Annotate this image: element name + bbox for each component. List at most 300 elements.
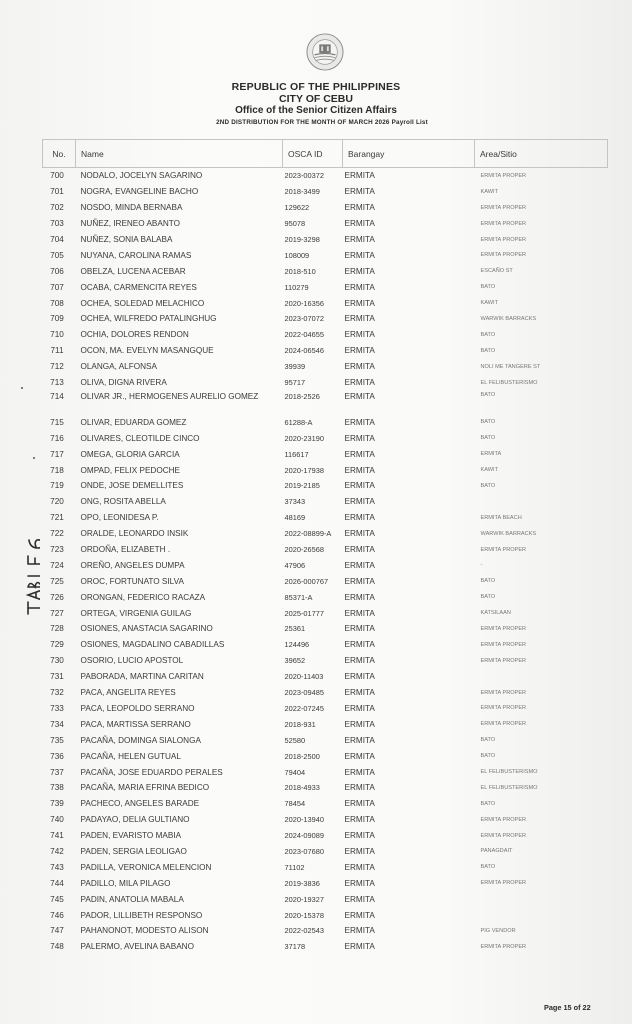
row-name: OMEGA, GLORIA GARCIA <box>80 449 180 459</box>
row-number: 732 <box>50 688 64 698</box>
row-name: PABORADA, MARTINA CARITAN <box>80 672 204 682</box>
row-barangay: ERMITA <box>344 314 375 324</box>
row-osca-id: 2026-000767 <box>284 576 329 586</box>
table-row <box>43 327 608 343</box>
row-area-sitio: BATO <box>480 578 496 585</box>
row-number: 723 <box>50 545 64 555</box>
row-barangay: ERMITA <box>344 799 375 809</box>
row-number: 702 <box>50 203 64 213</box>
row-name: PADOR, LILLIBETH RESPONSO <box>80 910 203 920</box>
scan-speck <box>33 457 35 459</box>
row-osca-id: 25361 <box>284 624 306 634</box>
row-number: 730 <box>50 656 64 666</box>
row-area-sitio: KAWIT <box>480 300 499 307</box>
row-area-sitio: ERMITA PROPER <box>480 705 527 712</box>
row-barangay: ERMITA <box>344 894 375 904</box>
row-number: 735 <box>50 735 64 745</box>
row-barangay: ERMITA <box>344 250 375 260</box>
row-osca-id: 61288-A <box>284 417 313 427</box>
row-name: OSIONES, ANASTACIA SAGARINO <box>80 624 213 634</box>
table-row <box>43 247 608 263</box>
row-osca-id: 2020-17938 <box>284 465 324 475</box>
header-republic: REPUBLIC OF THE PHILIPPINES <box>231 81 401 93</box>
row-number: 708 <box>50 298 64 308</box>
row-name: PALERMO, AVELINA BABANO <box>80 942 194 952</box>
table-row <box>43 875 608 891</box>
row-number: 706 <box>50 266 64 276</box>
row-number: 714 <box>50 392 64 402</box>
table-row <box>43 637 608 653</box>
row-area-sitio: PIG VENDOR <box>480 927 516 934</box>
row-number: 746 <box>50 910 64 920</box>
row-number: 727 <box>50 608 64 618</box>
table-row <box>43 748 608 764</box>
row-number: 716 <box>50 433 64 443</box>
row-barangay: ERMITA <box>344 942 375 952</box>
table-row <box>43 478 608 494</box>
row-osca-id: 85371-A <box>284 592 313 602</box>
row-number: 728 <box>50 624 64 634</box>
row-osca-id: 2020-19327 <box>284 894 324 904</box>
table-row <box>43 263 608 279</box>
row-barangay: ERMITA <box>344 219 375 229</box>
row-area-sitio: BATO <box>480 419 496 426</box>
row-name: NUYANA, CAROLINA RAMAS <box>80 250 192 260</box>
row-barangay: ERMITA <box>344 735 375 745</box>
row-osca-id: 2022-07245 <box>284 703 324 713</box>
row-osca-id: 2018-4933 <box>284 783 320 793</box>
row-area-sitio: BATO <box>480 284 496 291</box>
row-area-sitio: ERMITA PROPER <box>480 641 527 648</box>
column-header-barangay: Barangay <box>343 140 475 168</box>
table-row <box>43 279 608 295</box>
row-area-sitio <box>475 907 608 923</box>
row-name: ORDOÑA, ELIZABETH . <box>80 545 171 555</box>
table-row <box>43 446 608 462</box>
row-name: PACAÑA, DOMINGA SIALONGA <box>80 735 201 745</box>
row-osca-id: 108009 <box>284 250 310 260</box>
row-name: NODALO, JOCELYN SAGARINO <box>80 171 203 181</box>
row-number: 701 <box>50 187 64 197</box>
table-row <box>43 375 608 391</box>
row-osca-id: 2018-3499 <box>284 187 320 197</box>
row-area-sitio: KAWIT <box>480 188 499 195</box>
row-name: PACAÑA, HELEN GUTUAL <box>80 751 181 761</box>
row-area-sitio: KAWIT <box>480 467 499 474</box>
row-name: PADILLO, MILA PILAGO <box>80 878 171 888</box>
table-row <box>43 701 608 717</box>
table-row <box>43 216 608 232</box>
row-name: OCABA, CARMENCITA REYES <box>80 282 197 292</box>
row-osca-id: 2023-00372 <box>284 171 324 181</box>
row-barangay: ERMITA <box>344 330 375 340</box>
row-osca-id: 48169 <box>284 513 306 523</box>
row-area-sitio <box>475 669 608 685</box>
row-number: 738 <box>50 783 64 793</box>
row-barangay: ERMITA <box>344 235 375 244</box>
row-area-sitio <box>475 891 608 907</box>
table-row <box>43 685 608 701</box>
row-barangay: ERMITA <box>344 417 375 427</box>
row-name: OLIVARES, CLEOTILDE CINCO <box>80 433 200 443</box>
row-area-sitio: ERMITA BEACH <box>480 514 522 521</box>
row-osca-id: 37343 <box>284 497 306 507</box>
row-barangay: ERMITA <box>344 878 375 888</box>
row-name: OREÑO, ANGELES DUMPA <box>80 560 185 570</box>
row-name: PADILLA, VERONICA MELENCION <box>80 862 212 872</box>
row-number: 713 <box>50 378 64 388</box>
row-number: 736 <box>50 751 64 761</box>
row-osca-id: 2025-01777 <box>284 608 324 618</box>
row-area-sitio: ERMITA PROPER <box>480 625 527 632</box>
row-area-sitio: EL FELIBUSTERISMO <box>480 784 538 791</box>
table-row <box>43 812 608 828</box>
row-barangay: ERMITA <box>344 545 375 555</box>
row-name: PADAYAO, DELIA GULTIANO <box>80 815 190 825</box>
row-osca-id: 2023-09485 <box>284 688 324 698</box>
row-name: PACHECO, ANGELES BARADE <box>80 799 200 809</box>
row-area-sitio: ERMITA PROPER <box>480 880 527 887</box>
row-number: 733 <box>50 703 64 713</box>
row-barangay: ERMITA <box>344 846 375 856</box>
row-area-sitio: EL FELIBUSTERISMO <box>480 379 538 386</box>
row-area-sitio: PANAGDAIT <box>480 848 513 855</box>
row-name: OCHEA, WILFREDO PATALINGHUG <box>80 314 217 324</box>
row-barangay: ERMITA <box>344 910 375 920</box>
table-row <box>43 359 608 375</box>
row-osca-id: 124496 <box>284 640 310 650</box>
row-osca-id: 129622 <box>284 203 310 213</box>
table-row <box>43 200 608 216</box>
row-name: OCHEA, SOLEDAD MELACHICO <box>80 298 205 308</box>
table-row <box>43 923 608 939</box>
table-row <box>43 939 608 955</box>
row-barangay: ERMITA <box>344 465 375 475</box>
row-osca-id: 2024-09089 <box>284 831 324 841</box>
row-area-sitio: KATSILAAN <box>480 610 511 617</box>
row-area-sitio: ERMITA PROPER <box>480 721 527 728</box>
row-area-sitio: ERMITA PROPER <box>480 657 527 664</box>
row-barangay: ERMITA <box>344 783 375 793</box>
row-barangay: ERMITA <box>344 688 375 698</box>
row-name: PACAÑA, MARIA EFRINA BEDICO <box>80 783 210 793</box>
row-osca-id: 2020-15378 <box>284 910 324 920</box>
row-area-sitio: NOLI ME TANGERE ST <box>480 363 541 370</box>
row-barangay: ERMITA <box>344 767 375 777</box>
handwritten-table-note <box>6 522 40 618</box>
table-row <box>43 430 608 446</box>
table-row <box>43 589 608 605</box>
row-barangay: ERMITA <box>344 529 375 539</box>
table-row <box>43 859 608 875</box>
row-area-sitio: EL FELIBUSTERISMO <box>480 769 538 775</box>
row-area-sitio: BATO <box>480 392 496 399</box>
row-number: 747 <box>50 926 64 936</box>
row-osca-id: 2020-16356 <box>284 298 324 308</box>
row-number: 704 <box>50 235 64 244</box>
table-row <box>43 414 608 430</box>
table-row <box>43 494 608 510</box>
row-name: ORTEGA, VIRGENIA GUILAG <box>80 608 192 618</box>
row-name: OSORIO, LUCIO APOSTOL <box>80 656 184 666</box>
row-area-sitio: ERMITA PROPER <box>480 172 527 179</box>
row-barangay: ERMITA <box>344 449 375 459</box>
row-osca-id: 2023-07072 <box>284 314 324 324</box>
row-area-sitio: ERMITA PROPER <box>480 220 527 227</box>
table-row <box>43 168 608 184</box>
row-area-sitio: WARWIK BARRACKS <box>480 315 537 322</box>
row-area-sitio: ERMITA PROPER <box>480 832 527 839</box>
row-name: NOSDO, MINDA BERNABA <box>80 203 183 213</box>
header-city: CITY OF CEBU <box>279 93 353 105</box>
row-area-sitio: BATO <box>480 864 496 871</box>
row-number: 734 <box>50 719 64 729</box>
table-row <box>43 526 608 542</box>
row-osca-id: 2018-2526 <box>284 392 320 402</box>
row-barangay: ERMITA <box>344 346 375 356</box>
row-osca-id: 37178 <box>284 942 306 952</box>
row-osca-id: 79404 <box>284 767 306 777</box>
row-name: PACA, LEOPOLDO SERRANO <box>80 703 195 713</box>
row-area-sitio: BATO <box>480 331 496 338</box>
row-number: 737 <box>50 767 64 777</box>
row-name: ORONGAN, FEDERICO RACAZA <box>80 592 206 602</box>
row-number: 720 <box>50 497 64 507</box>
table-row <box>43 780 608 796</box>
row-name: PACAÑA, JOSE EDUARDO PERALES <box>80 767 223 777</box>
table-row <box>43 184 608 200</box>
row-barangay: ERMITA <box>344 187 375 197</box>
row-osca-id: 2022-08899-A <box>284 529 332 539</box>
row-number: 712 <box>50 362 64 372</box>
row-number: 711 <box>50 346 64 356</box>
header-distribution-title: 2ND DISTRIBUTION FOR THE MONTH OF MARCH 2026 Payroll List <box>216 119 428 126</box>
row-number: 700 <box>50 171 64 181</box>
table-row <box>43 605 608 621</box>
row-area-sitio: ERMITA PROPER <box>480 816 527 823</box>
table-row <box>43 232 608 248</box>
row-barangay: ERMITA <box>344 392 375 402</box>
row-area-sitio: ERMITA PROPER <box>480 204 527 211</box>
row-barangay: ERMITA <box>344 815 375 825</box>
row-barangay: ERMITA <box>344 497 375 507</box>
row-osca-id: 47906 <box>284 560 306 570</box>
table-row <box>43 621 608 637</box>
row-name: PADEN, EVARISTO MABIA <box>80 831 182 841</box>
row-number: 721 <box>50 513 64 523</box>
column-header-no: No. <box>43 140 76 168</box>
table-row <box>43 732 608 748</box>
row-name: ONDE, JOSE DEMELLITES <box>80 481 184 491</box>
row-osca-id: 2020-26568 <box>284 545 324 555</box>
row-number: 722 <box>50 529 64 539</box>
row-area-sitio: WARWIK BARRACKS <box>480 530 537 537</box>
row-number: 739 <box>50 799 64 809</box>
row-area-sitio: ERMITA PROPER <box>480 546 527 553</box>
row-name: PADEN, SERGIA LEOLIGAO <box>80 846 187 856</box>
row-name: OCHIA, DOLORES RENDON <box>80 330 189 340</box>
table-row <box>43 907 608 923</box>
column-header-osca-id: OSCA ID <box>283 140 343 168</box>
row-barangay: ERMITA <box>344 266 375 276</box>
city-seal-icon <box>306 33 344 71</box>
row-barangay: ERMITA <box>344 656 375 666</box>
row-osca-id: 71102 <box>284 862 305 872</box>
row-barangay: ERMITA <box>344 608 375 618</box>
row-area-sitio: BATO <box>480 753 496 760</box>
row-barangay: ERMITA <box>344 926 375 936</box>
row-barangay: ERMITA <box>344 672 375 682</box>
row-osca-id: 2022-04655 <box>284 330 324 340</box>
row-name: PADIN, ANATOLIA MABALA <box>80 894 184 904</box>
row-name: OPO, LEONIDESA P. <box>80 513 159 523</box>
row-osca-id: 2020-11403 <box>284 672 324 682</box>
table-row <box>43 510 608 526</box>
row-number: 742 <box>50 846 64 856</box>
row-osca-id: 95078 <box>284 219 306 229</box>
table-header-row <box>43 140 608 168</box>
row-name: PACA, ANGELITA REYES <box>80 688 176 698</box>
row-barangay: ERMITA <box>344 719 375 729</box>
row-osca-id: 39939 <box>284 362 306 372</box>
row-number: 726 <box>50 592 64 602</box>
row-name: PAHANONOT, MODESTO ALISON <box>80 926 209 936</box>
row-number: 725 <box>50 576 64 586</box>
table-row <box>43 311 608 327</box>
row-name: OLIVAR, EDUARDA GOMEZ <box>80 417 187 427</box>
row-name: OLIVAR JR., HERMOGENES AURELIO GOMEZ <box>80 392 259 402</box>
row-osca-id: 2020-13940 <box>284 815 324 825</box>
scan-speck <box>21 387 23 389</box>
row-osca-id: 2019-3836 <box>284 878 320 888</box>
row-osca-id: 2020-23190 <box>284 433 324 443</box>
table-row <box>43 828 608 844</box>
row-name: ONG, ROSITA ABELLA <box>80 497 166 507</box>
header-office: Office of the Senior Citizen Affairs <box>235 105 397 116</box>
row-number: 703 <box>50 219 64 229</box>
row-osca-id: 2019-2185 <box>284 481 320 491</box>
row-number: 717 <box>50 449 64 459</box>
row-number: 719 <box>50 481 64 491</box>
row-area-sitio: ERMITA <box>480 451 502 458</box>
column-header-area-sitio: Area/Sitio <box>475 140 608 168</box>
table-row <box>43 462 608 478</box>
table-row <box>43 669 608 685</box>
row-barangay: ERMITA <box>344 378 375 388</box>
row-number: 745 <box>50 894 64 904</box>
table-row <box>43 764 608 780</box>
row-area-sitio <box>475 494 608 510</box>
row-area-sitio: BATO <box>480 435 496 442</box>
row-barangay: ERMITA <box>344 298 375 308</box>
row-name: OBELZA, LUCENA ACEBAR <box>80 266 186 276</box>
row-number: 740 <box>50 815 64 825</box>
row-area-sitio: ERMITA PROPER <box>480 689 527 696</box>
row-number: 748 <box>50 942 64 952</box>
table-row <box>43 390 608 414</box>
row-area-sitio: BATO <box>480 594 496 601</box>
row-barangay: ERMITA <box>344 433 375 443</box>
row-number: 731 <box>50 672 64 682</box>
row-name: OSIONES, MAGDALINO CABADILLAS <box>80 640 225 650</box>
row-osca-id: 2018-931 <box>284 719 316 729</box>
row-osca-id: 78454 <box>284 799 306 809</box>
row-barangay: ERMITA <box>344 703 375 713</box>
row-osca-id: 2024-06546 <box>284 346 324 356</box>
row-barangay: ERMITA <box>344 362 375 372</box>
table-row <box>43 557 608 573</box>
row-number: 707 <box>50 282 64 292</box>
row-name: OLANGA, ALFONSA <box>80 362 157 372</box>
row-number: 705 <box>50 250 64 260</box>
row-area-sitio: - <box>480 562 483 569</box>
row-barangay: ERMITA <box>344 640 375 650</box>
table-row <box>43 844 608 860</box>
table-row <box>43 343 608 359</box>
row-area-sitio: BATO <box>480 737 496 744</box>
row-osca-id: 52580 <box>284 735 306 745</box>
row-name: NUÑEZ, SONIA BALABA <box>80 235 173 244</box>
row-barangay: ERMITA <box>344 624 375 634</box>
row-osca-id: 110279 <box>284 282 309 292</box>
row-name: NUÑEZ, IRENEO ABANTO <box>80 219 180 229</box>
row-barangay: ERMITA <box>344 282 375 292</box>
table-row <box>43 295 608 311</box>
row-number: 743 <box>50 862 64 872</box>
row-barangay: ERMITA <box>344 751 375 761</box>
row-name: NOGRA, EVANGELINE BACHO <box>80 187 199 197</box>
row-name: ORALDE, LEONARDO INSIK <box>80 529 189 539</box>
row-area-sitio: BATO <box>480 482 496 489</box>
row-name: PACA, MARTISSA SERRANO <box>80 719 191 729</box>
row-osca-id: 39652 <box>284 656 306 666</box>
column-header-name: Name <box>76 140 283 168</box>
row-barangay: ERMITA <box>344 592 375 602</box>
row-barangay: ERMITA <box>344 171 375 181</box>
row-area-sitio: BATO <box>480 800 496 807</box>
table-row <box>43 542 608 558</box>
row-name: OROC, FORTUNATO SILVA <box>80 576 184 586</box>
row-osca-id: 95717 <box>284 378 306 388</box>
row-number: 710 <box>50 330 64 340</box>
row-osca-id: 2022-02543 <box>284 926 324 936</box>
row-barangay: ERMITA <box>344 862 375 872</box>
row-name: OCON, MA. EVELYN MASANGQUE <box>80 346 214 356</box>
row-area-sitio: ERMITA PROPER <box>480 252 527 259</box>
page-number: Page 15 of 22 <box>544 1003 591 1012</box>
table-row <box>43 653 608 669</box>
row-barangay: ERMITA <box>344 576 375 586</box>
row-barangay: ERMITA <box>344 560 375 570</box>
row-barangay: ERMITA <box>344 513 375 523</box>
row-barangay: ERMITA <box>344 481 375 491</box>
payroll-table <box>42 139 608 955</box>
row-barangay: ERMITA <box>344 203 375 213</box>
row-number: 724 <box>50 560 64 570</box>
row-area-sitio: ERMITA PROPER <box>480 943 527 950</box>
row-barangay: ERMITA <box>344 831 375 841</box>
row-name: OLIVA, DIGNA RIVERA <box>80 378 167 388</box>
row-area-sitio: ERMITA PROPER <box>480 236 527 243</box>
row-osca-id: 116617 <box>284 449 309 459</box>
row-osca-id: 2023-07680 <box>284 846 324 856</box>
row-number: 744 <box>50 878 64 888</box>
row-osca-id: 2018-510 <box>284 266 316 276</box>
table-row <box>43 891 608 907</box>
row-area-sitio: ESCAÑO ST <box>480 268 513 275</box>
row-number: 718 <box>50 465 64 475</box>
table-row <box>43 796 608 812</box>
